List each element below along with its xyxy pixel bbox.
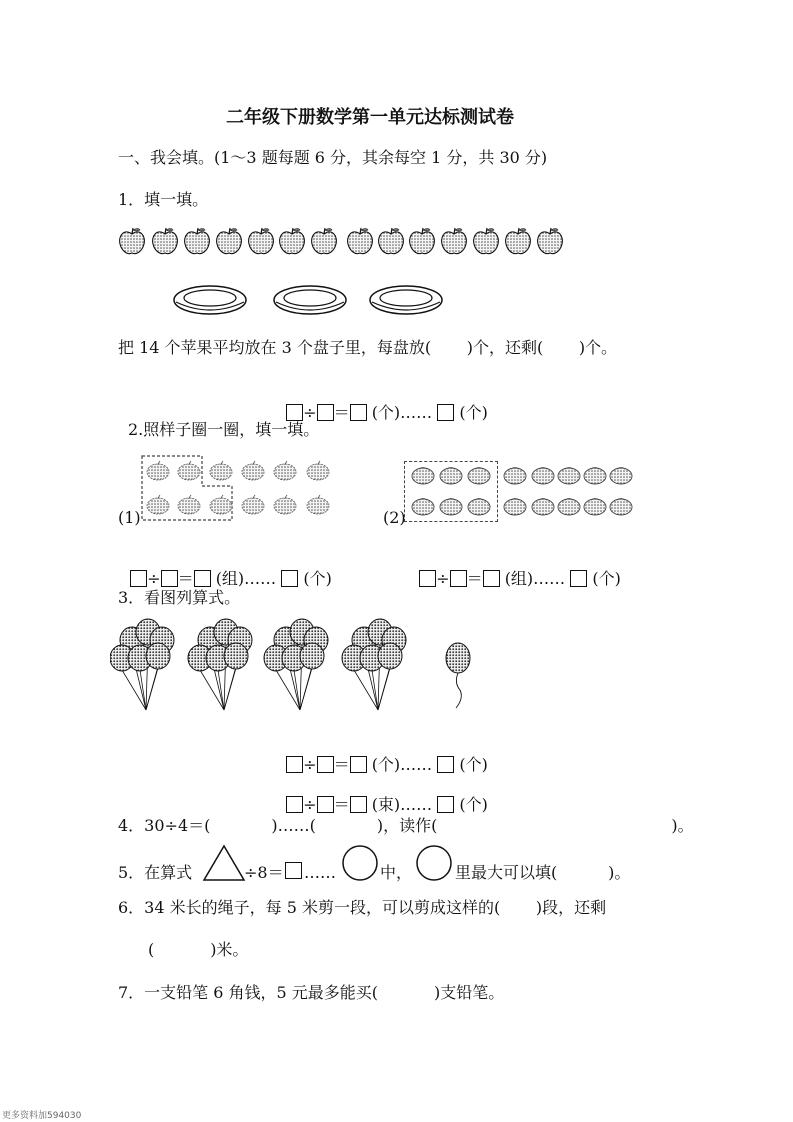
question-3-equation-1: ÷ ＝ (个)…… (个) bbox=[276, 732, 488, 776]
tomato-icon bbox=[410, 495, 436, 517]
balloon-bunch-icon bbox=[342, 619, 406, 710]
answer-box[interactable] bbox=[286, 796, 303, 813]
tomato-icon bbox=[556, 464, 582, 486]
question-4: 4．30÷4＝( )……( )，读作( )。 bbox=[118, 816, 694, 835]
balloon-bunch-icon bbox=[110, 619, 174, 710]
question-6-line-1: 6．34 米长的绳子，每 5 米剪一段，可以剪成这样的( )段，还剩 bbox=[118, 898, 607, 917]
plate-icon bbox=[274, 286, 346, 314]
answer-box[interactable] bbox=[317, 796, 334, 813]
answer-box[interactable] bbox=[317, 756, 334, 773]
question-3-equation-2: ÷ ＝ (束)…… (个) bbox=[276, 772, 488, 816]
answer-box[interactable] bbox=[285, 862, 302, 879]
apple-icon bbox=[247, 226, 275, 256]
part-1-label: (1) bbox=[118, 508, 141, 527]
answer-box[interactable] bbox=[350, 796, 367, 813]
fruit-icon bbox=[272, 460, 298, 482]
answer-box[interactable] bbox=[350, 756, 367, 773]
fruit-icon bbox=[272, 494, 298, 516]
tomato-icon bbox=[410, 464, 436, 486]
question-5-after-circle: 中， bbox=[380, 863, 413, 882]
circle-icon bbox=[414, 844, 454, 882]
question-5-mid: ÷8＝ bbox=[244, 863, 284, 882]
answer-box[interactable] bbox=[130, 570, 147, 587]
answer-box[interactable] bbox=[286, 404, 303, 421]
balloon-bunch-icon bbox=[188, 619, 252, 710]
answer-box[interactable] bbox=[450, 570, 467, 587]
question-1-equation: ÷ ＝ (个)…… (个) bbox=[276, 380, 488, 424]
single-balloon-icon bbox=[446, 643, 470, 708]
answer-box[interactable] bbox=[483, 570, 500, 587]
fruit-icon bbox=[208, 460, 234, 482]
fruit-icon bbox=[240, 494, 266, 516]
apple-icon bbox=[310, 226, 338, 256]
question-5-tail: 里最大可以填( )。 bbox=[455, 863, 631, 882]
tomato-icon bbox=[582, 495, 608, 517]
tomato-icon bbox=[438, 495, 464, 517]
apple-icon bbox=[536, 226, 564, 256]
tomato-icon bbox=[608, 495, 634, 517]
fruit-icon bbox=[305, 494, 331, 516]
question-3-label: 3．看图列算式。 bbox=[118, 588, 241, 607]
tomato-icon bbox=[608, 464, 634, 486]
answer-box[interactable] bbox=[437, 404, 454, 421]
fruit-icon bbox=[145, 494, 171, 516]
question-6-line-2: ( )米。 bbox=[148, 940, 249, 959]
answer-box[interactable] bbox=[570, 570, 587, 587]
tomato-icon bbox=[582, 464, 608, 486]
balloons-illustration bbox=[110, 618, 490, 718]
apple-icon bbox=[377, 226, 405, 256]
part-2-label: (2) bbox=[383, 508, 406, 527]
fruit-icon bbox=[240, 460, 266, 482]
fruit-icon bbox=[176, 460, 202, 482]
apple-icon bbox=[215, 226, 243, 256]
answer-box[interactable] bbox=[437, 796, 454, 813]
apple-icon bbox=[440, 226, 468, 256]
question-2-equation-2: ÷ ＝ (组)…… (个) bbox=[409, 546, 621, 590]
fruit-icon bbox=[145, 460, 171, 482]
fruit-icon bbox=[208, 494, 234, 516]
apple-icon bbox=[408, 226, 436, 256]
tomato-icon bbox=[466, 464, 492, 486]
fruit-icon bbox=[305, 460, 331, 482]
tomato-icon bbox=[466, 495, 492, 517]
plates-illustration bbox=[170, 282, 450, 322]
apple-icon bbox=[183, 226, 211, 256]
answer-box[interactable] bbox=[281, 570, 298, 587]
triangle-icon bbox=[202, 844, 246, 882]
answer-box[interactable] bbox=[286, 756, 303, 773]
footer-note: 更多资料加594030 bbox=[2, 1111, 82, 1121]
question-1-label: 1．填一填。 bbox=[118, 190, 209, 209]
plate-icon bbox=[370, 286, 442, 314]
apple-icon bbox=[472, 226, 500, 256]
circle-icon bbox=[340, 844, 380, 882]
apple-icon bbox=[151, 226, 179, 256]
answer-box[interactable] bbox=[161, 570, 178, 587]
section-heading: 一、我会填。(1～3 题每题 6 分，其余每空 1 分，共 30 分) bbox=[118, 148, 548, 167]
apple-icon bbox=[118, 226, 146, 256]
apple-icon bbox=[278, 226, 306, 256]
answer-box[interactable] bbox=[317, 404, 334, 421]
question-5-prefix: 5．在算式 bbox=[118, 863, 193, 882]
question-2-label: 2.照样子圈一圈，填一填。 bbox=[128, 420, 320, 439]
tomato-icon bbox=[502, 495, 528, 517]
question-5-dots: …… bbox=[304, 863, 336, 882]
fruit-icon bbox=[176, 494, 202, 516]
answer-box[interactable] bbox=[350, 404, 367, 421]
plate-icon bbox=[174, 286, 246, 314]
question-1-text: 把 14 个苹果平均放在 3 个盘子里，每盘放( )个，还剩( )个。 bbox=[118, 338, 618, 357]
question-7: 7．一支铅笔 6 角钱，5 元最多能买( )支铅笔。 bbox=[118, 983, 505, 1002]
apple-icon bbox=[346, 226, 374, 256]
tomato-icon bbox=[502, 464, 528, 486]
answer-box[interactable] bbox=[437, 756, 454, 773]
tomato-icon bbox=[438, 464, 464, 486]
tomato-icon bbox=[530, 495, 556, 517]
answer-box[interactable] bbox=[419, 570, 436, 587]
question-2-equation-1: ÷ ＝ (组)…… (个) bbox=[120, 546, 332, 590]
answer-box[interactable] bbox=[194, 570, 211, 587]
balloon-bunch-icon bbox=[264, 619, 328, 710]
tomato-icon bbox=[530, 464, 556, 486]
page-title: 二年级下册数学第一单元达标测试卷 bbox=[226, 107, 514, 128]
apple-icon bbox=[504, 226, 532, 256]
tomato-icon bbox=[556, 495, 582, 517]
